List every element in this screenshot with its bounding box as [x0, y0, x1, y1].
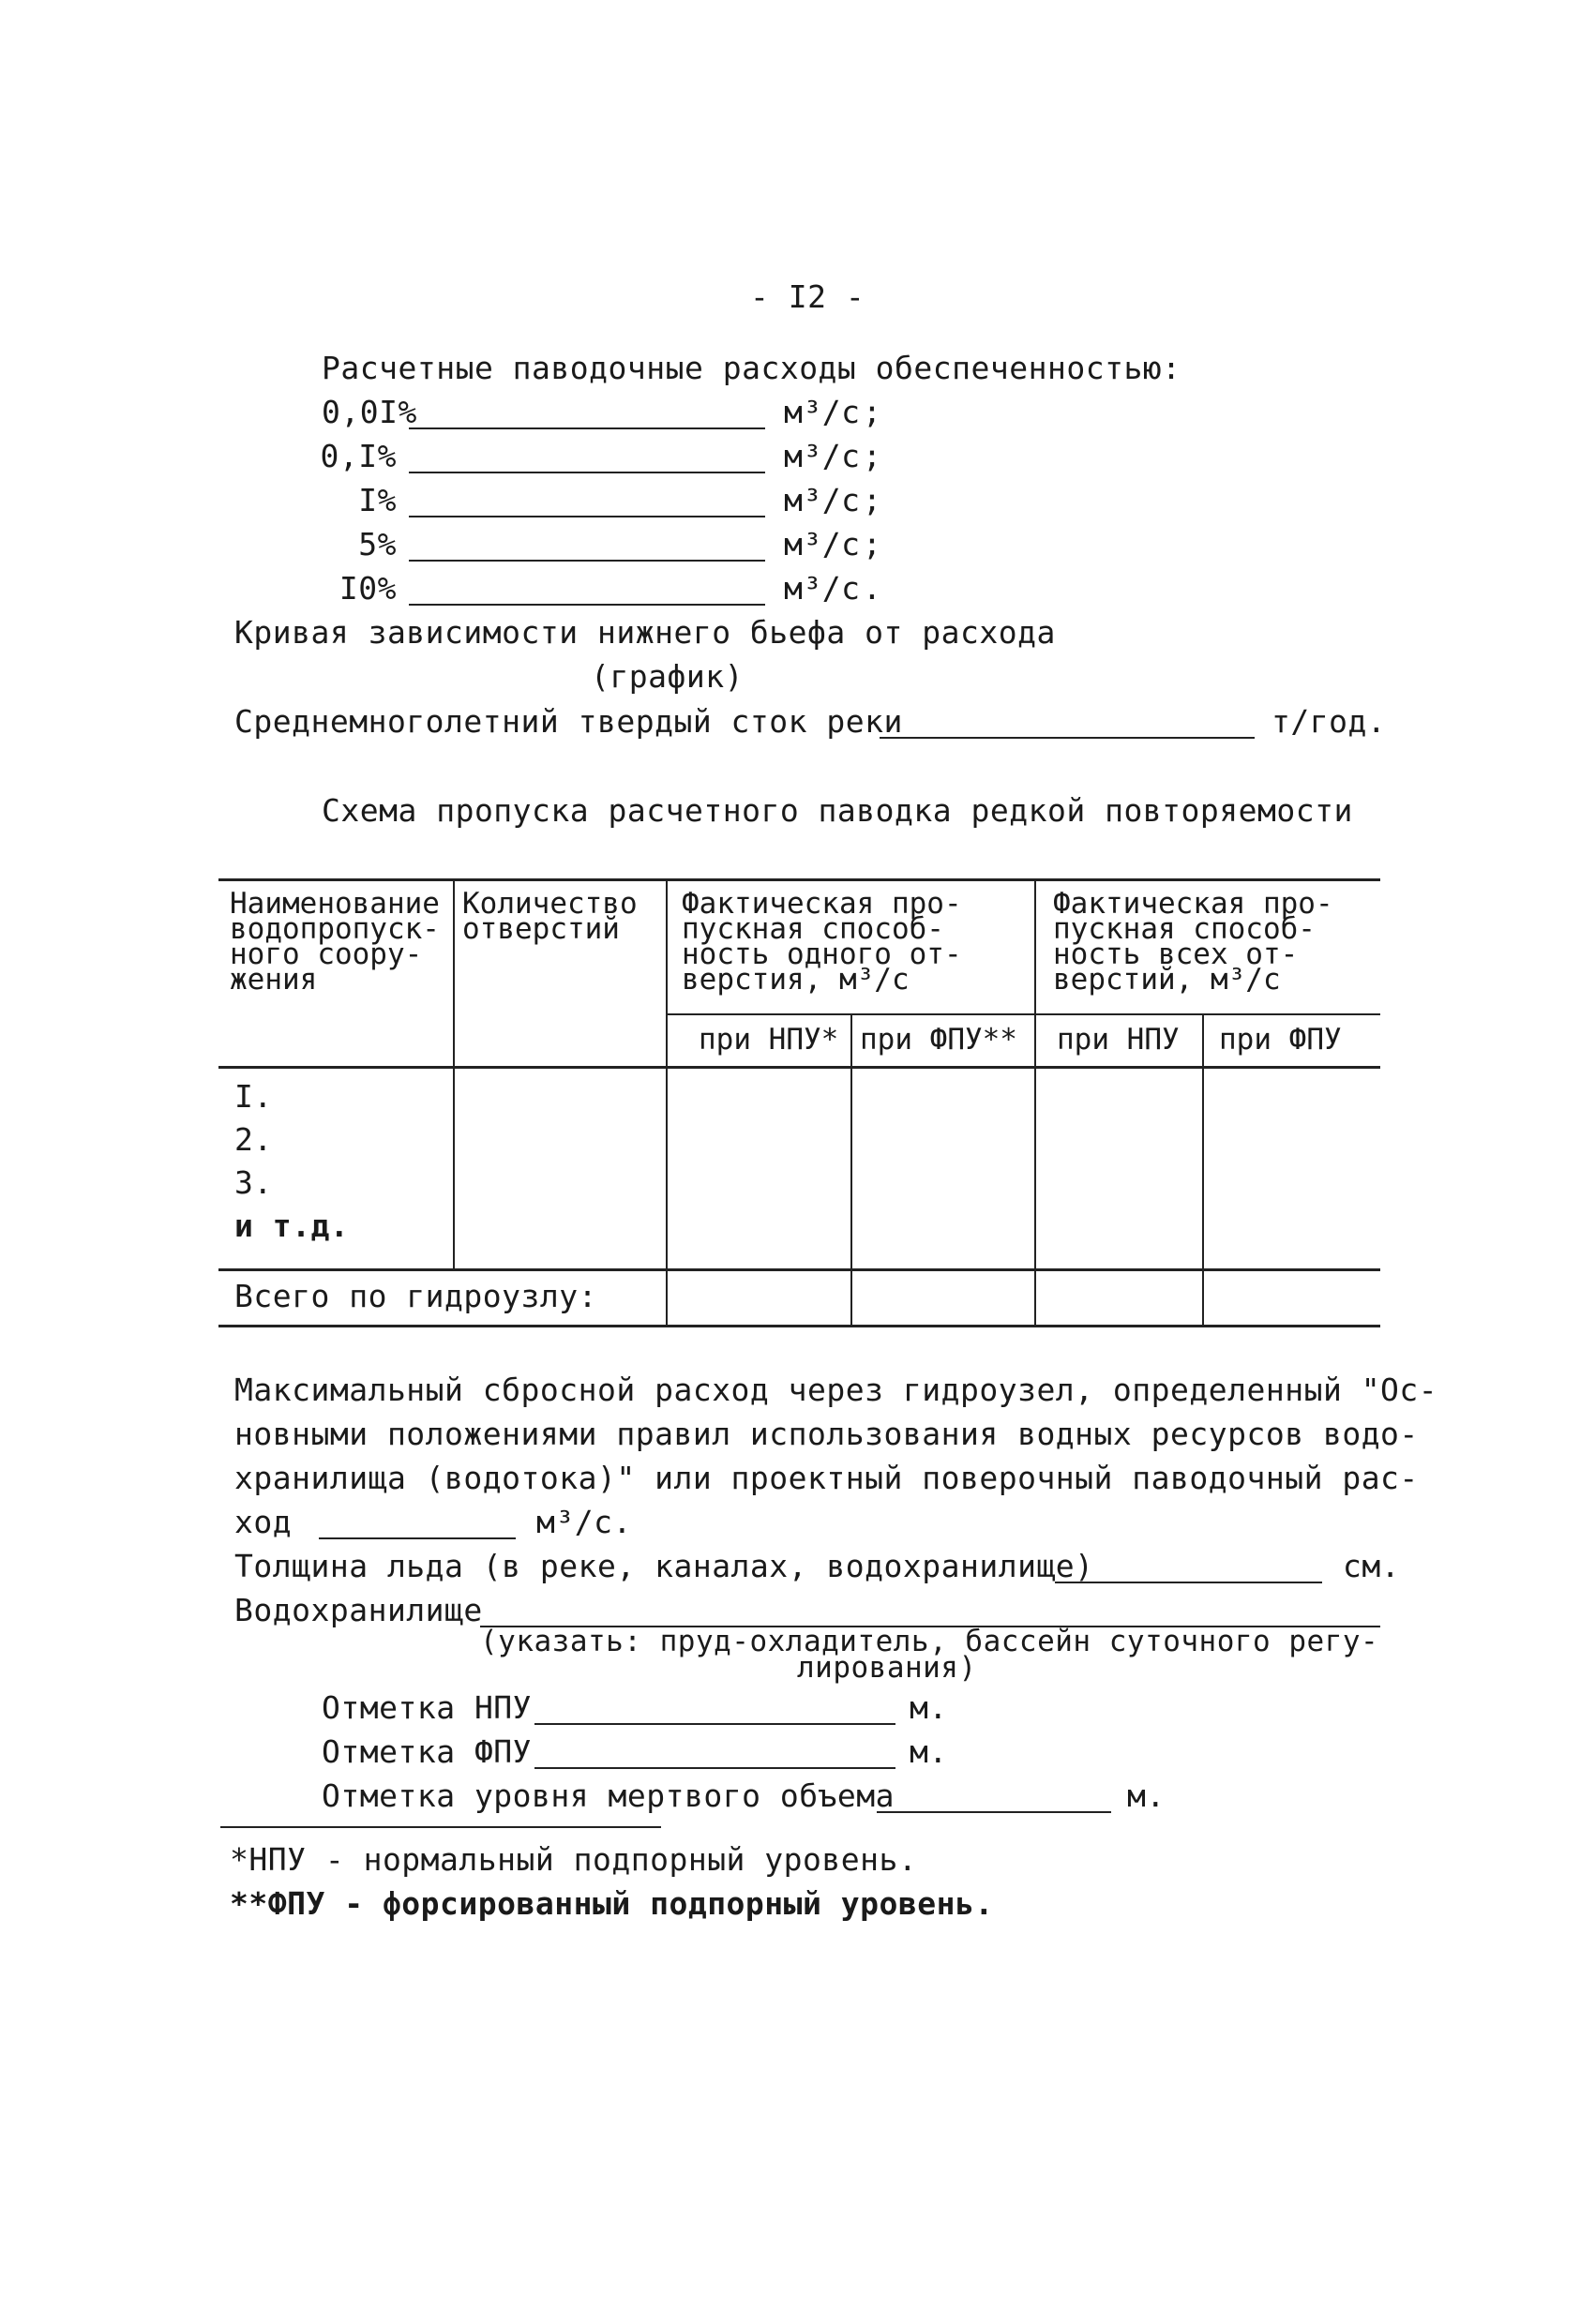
reservoir-label: Водохранилище	[234, 1592, 483, 1628]
flood-row-unit: м³/с	[784, 438, 861, 474]
table-bottom-border	[218, 1325, 1380, 1327]
max-discharge-blank	[319, 1537, 516, 1539]
subheader-fpu-all: при ФПУ	[1219, 1023, 1342, 1057]
max-discharge-label: ход	[234, 1504, 293, 1540]
table-col-divider	[453, 878, 455, 1270]
mark-npu-label: Отметка НПУ	[322, 1689, 533, 1726]
mark-fpu-blank	[534, 1767, 895, 1769]
flood-row-unit: м³/с	[784, 526, 861, 562]
table-top-border	[218, 878, 1380, 881]
flood-row-end: ;	[863, 482, 882, 518]
flood-row-blank	[409, 560, 765, 562]
table-col-divider	[666, 878, 668, 1327]
curve-line: Кривая зависимости нижнего бьефа от расхода	[234, 614, 1056, 651]
table-row: I.	[234, 1078, 273, 1115]
reservoir-note: (указать: пруд-охладитель, бассейн суточного регу-	[480, 1625, 1379, 1658]
header-capacity-one: Фактическая про- пускная способ- ность одного от- верстия, м³/с	[682, 887, 962, 997]
footnote-rule	[220, 1826, 661, 1828]
flood-row-label: 0,I%	[320, 438, 397, 474]
max-discharge-unit: м³/с.	[536, 1504, 632, 1540]
flood-row-label: I0%	[339, 570, 397, 607]
flood-row-end: ;	[863, 526, 882, 562]
header-capacity-all: Фактическая про- пускная способ- ность всех от- верстий, м³/с	[1053, 887, 1333, 997]
max-discharge-line: хранилища (водотока)" или проектный поверочный паводочный рас-	[234, 1460, 1419, 1496]
flood-row-blank	[409, 604, 765, 606]
table-row: и т.д.	[234, 1207, 350, 1244]
table-col-divider	[1202, 1013, 1204, 1327]
footnote: **ФПУ - форсированный подпорный уровень.	[230, 1885, 994, 1922]
max-discharge-line: Максимальный сбросной расход через гидроузел, определенный "Ос-	[234, 1372, 1438, 1408]
curve-note: (график)	[591, 658, 744, 695]
scheme-title: Схема пропуска расчетного паводка редкой повторяемости	[322, 792, 1353, 829]
flood-row-label: I%	[358, 482, 397, 518]
mark-npu-blank	[534, 1723, 895, 1725]
mark-dead-volume-unit: м.	[1127, 1777, 1166, 1814]
table-col-divider	[850, 1013, 852, 1327]
header-opening-count: Количество отверстий	[462, 887, 638, 946]
mark-dead-volume-label: Отметка уровня мертвого объема	[322, 1777, 895, 1814]
flood-row-unit: м³/с	[784, 394, 861, 430]
ice-unit: см.	[1343, 1548, 1401, 1584]
table-row: 2.	[234, 1121, 273, 1158]
table-subheader-border	[668, 1013, 1380, 1015]
subheader-fpu-one: при ФПУ**	[860, 1023, 1017, 1057]
table-total-label: Всего по гидроузлу:	[234, 1278, 597, 1314]
mark-fpu-label: Отметка ФПУ	[322, 1733, 533, 1770]
reservoir-note: лирования)	[797, 1651, 977, 1685]
mark-dead-volume-blank	[877, 1811, 1111, 1813]
flood-row-end: ;	[863, 438, 882, 474]
flood-row-end: .	[863, 570, 882, 607]
runoff-unit: т/год.	[1271, 703, 1387, 740]
runoff-blank	[880, 737, 1255, 739]
header-structure-name: Наименование водопропуск- ного соору- жения	[230, 887, 440, 997]
ice-label: Толщина льда (в реке, каналах, водохранилище)	[234, 1548, 1094, 1584]
flood-row-blank	[409, 427, 765, 429]
page-number: - I2 -	[750, 278, 865, 315]
flood-row-label: 0,0I%	[322, 394, 417, 430]
runoff-label: Среднемноголетний твердый сток реки	[234, 703, 903, 740]
table-total-border	[218, 1268, 1380, 1271]
flood-row-blank	[409, 472, 765, 473]
subheader-npu-all: при НПУ	[1057, 1023, 1180, 1057]
max-discharge-line: новными положениями правил использования водных ресурсов водо-	[234, 1416, 1419, 1452]
subheader-npu-one: при НПУ*	[699, 1023, 839, 1057]
ice-blank	[1055, 1582, 1322, 1583]
table-header-border	[218, 1066, 1380, 1069]
flood-row-label: 5%	[358, 526, 397, 562]
table-row: 3.	[234, 1164, 273, 1201]
flood-row-unit: м³/с	[784, 482, 861, 518]
flood-title: Расчетные паводочные расходы обеспеченностью:	[322, 350, 1181, 386]
table-col-divider	[1034, 878, 1036, 1327]
footnote: *НПУ - нормальный подпорный уровень.	[230, 1841, 918, 1878]
mark-npu-unit: м.	[910, 1689, 948, 1726]
flood-row-blank	[409, 516, 765, 517]
flood-row-end: ;	[863, 394, 882, 430]
mark-fpu-unit: м.	[910, 1733, 948, 1770]
flood-row-unit: м³/с	[784, 570, 861, 607]
